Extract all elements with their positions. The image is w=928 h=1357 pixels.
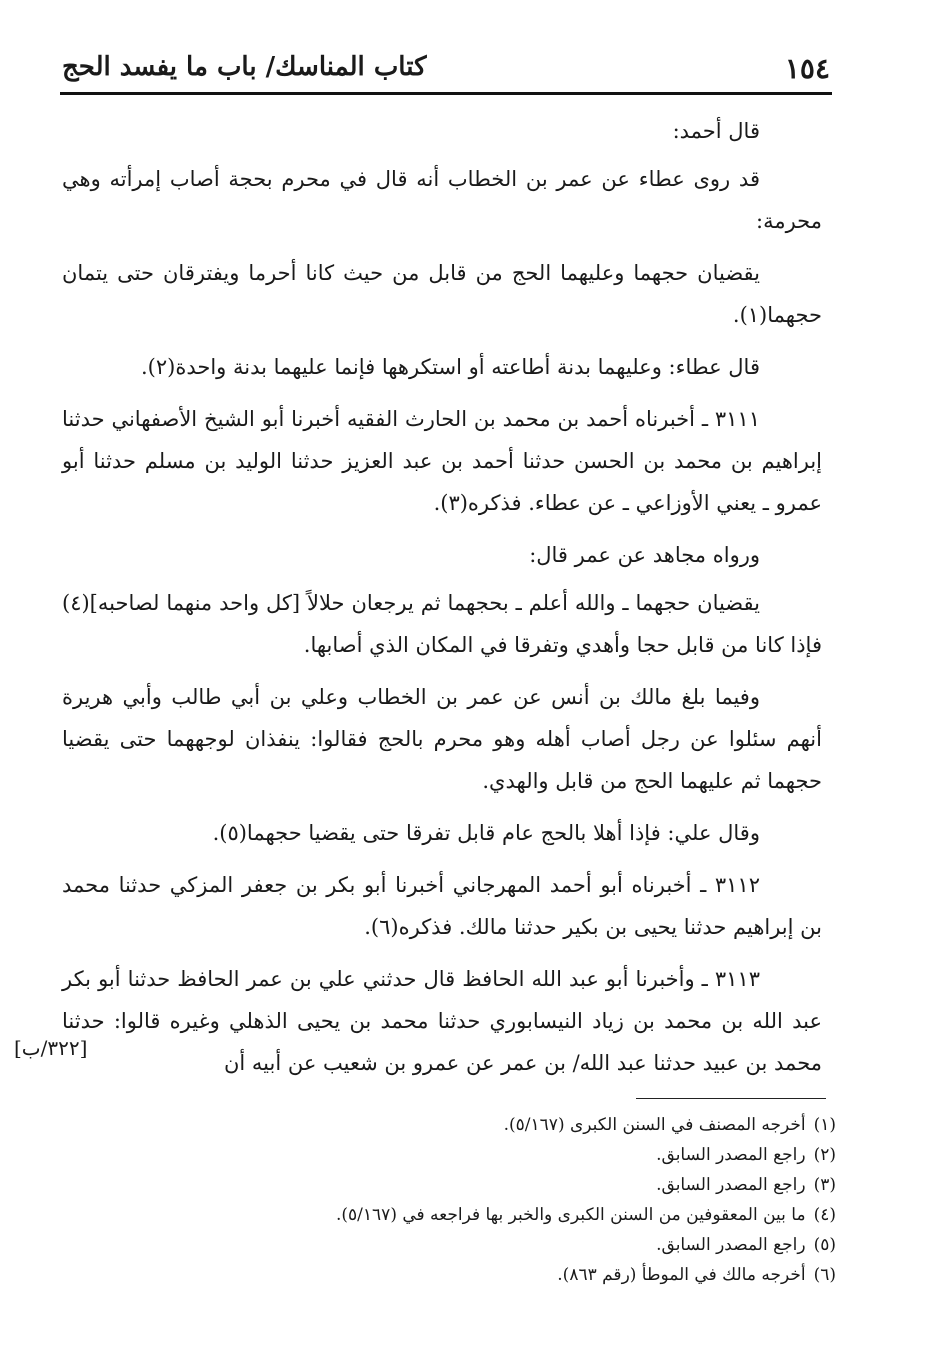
footnote-text: راجع المصدر السابق. xyxy=(656,1235,806,1255)
footnote xyxy=(300,1110,836,1140)
footnote xyxy=(300,1170,836,1200)
manuscript-margin-note: [٣٢٢/ب] xyxy=(14,1036,88,1060)
footnote xyxy=(300,1260,836,1290)
footnote-number: (٢) xyxy=(813,1145,836,1165)
hadith-paragraph-3111: ٣١١١ ـ أخبرناه أحمد بن محمد بن الحارث الفقيه أخبرنا أبو الشيخ الأصفهاني حدثنا إبراهيم بن محمد بن الحسن حدثنا أحمد بن عبد العزيز حدثنا الوليد بن مسلم حدثنا أبو عمرو ـ يعني الأوزاعي ـ عن عطاء. فذكره(٣). xyxy=(62,407,822,515)
footnote-divider xyxy=(636,1098,826,1099)
paragraph: يقضيان حجهما وعليهما الحج من قابل من حيث كانا أحرما ويفترقان حتى يتمان حجهما(١). xyxy=(62,261,822,327)
main-text xyxy=(62,110,822,1094)
footnotes xyxy=(300,1110,836,1290)
footnote-text: راجع المصدر السابق. xyxy=(656,1145,806,1165)
page-header xyxy=(60,52,832,92)
running-title: كتاب المناسك/ باب ما يفسد الحج xyxy=(62,52,427,82)
hadith-paragraph-3113: ٣١١٣ ـ وأخبرنا أبو عبد الله الحافظ قال حدثني علي بن عمر الحافظ حدثنا أبو بكر عبد الله بن محمد بن زياد النيسابوري حدثنا محمد بن يحيى الذهلي وغيره قالوا: حدثنا محمد بن عبيد حدثنا عبد الله/ بن عمر عن عمرو بن شعيب عن أبيه أن xyxy=(62,967,822,1075)
footnote-text: ما بين المعقوفين من السنن الكبرى والخبر بها فراجعه في (٥/١٦٧). xyxy=(336,1205,806,1225)
footnote xyxy=(300,1230,836,1260)
paragraph: وقال علي: فإذا أهلا بالحج عام قابل تفرقا حتى يقضيا حجهما(٥). xyxy=(212,821,760,845)
paragraph: قال عطاء: وعليهما بدنة أطاعته أو استكرهها فإنما عليهما بدنة واحدة(٢). xyxy=(140,355,760,379)
header-divider xyxy=(60,92,832,95)
footnote-number: (١) xyxy=(813,1115,836,1135)
paragraph: قال أحمد: xyxy=(672,119,760,143)
footnote xyxy=(300,1200,836,1230)
footnote-number: (٤) xyxy=(813,1205,836,1225)
page-number: ١٥٤ xyxy=(784,52,830,85)
footnote-text: أخرجه المصنف في السنن الكبرى (٥/١٦٧). xyxy=(503,1115,806,1135)
paragraph: قد روى عطاء عن عمر بن الخطاب أنه قال في محرم بحجة أصاب إمرأته وهي محرمة: xyxy=(62,167,822,233)
hadith-paragraph-3112: ٣١١٢ ـ أخبرناه أبو أحمد المهرجاني أخبرنا أبو بكر بن جعفر المزكي حدثنا محمد بن إبراهيم حدثنا يحيى بن بكير حدثنا مالك. فذكره(٦). xyxy=(62,873,822,939)
footnote-number: (٦) xyxy=(813,1265,836,1285)
footnote-number: (٣) xyxy=(813,1175,836,1195)
footnote xyxy=(300,1140,836,1170)
paragraph: وفيما بلغ مالك بن أنس عن عمر بن الخطاب وعلي بن أبي طالب وأبي هريرة أنهم سئلوا عن رجل أصاب أهله وهو محرم بالحج فقالوا: ينفذان لوجههما حتى يقضيا حجهما ثم عليهما الحج من قابل والهدي. xyxy=(62,685,822,793)
footnote-text: أخرجه مالك في الموطأ (رقم ٨٦٣). xyxy=(557,1265,806,1285)
footnote-text: راجع المصدر السابق. xyxy=(656,1175,806,1195)
footnote-number: (٥) xyxy=(813,1235,836,1255)
paragraph: ورواه مجاهد عن عمر قال: xyxy=(529,543,760,567)
paragraph: يقضيان حجهما ـ والله أعلم ـ بحجهما ثم يرجعان حلالاً [كل واحد منهما لصاحبه](٤) فإذا كانا من قابل حجا وأهدي وتفرقا في المكان الذي أصابها. xyxy=(62,591,822,657)
